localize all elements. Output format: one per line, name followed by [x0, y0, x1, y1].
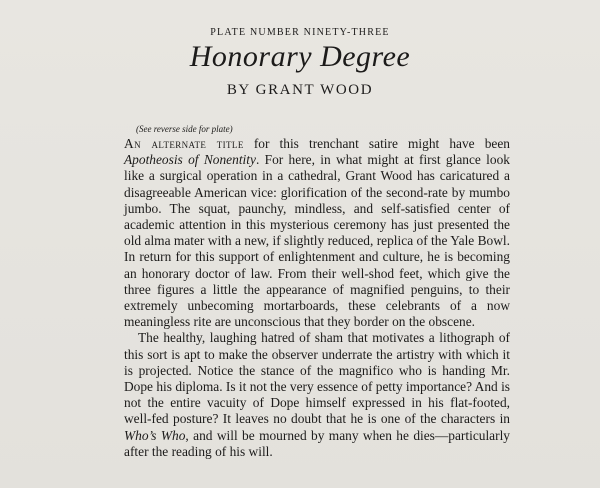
- alternate-title-italic: Apotheosis of Nonentity: [124, 152, 256, 168]
- paragraph-2: [124, 330, 510, 460]
- whos-who-italic: Who’s Who: [124, 427, 186, 443]
- lead-in-smallcaps: An alternate title: [124, 136, 244, 151]
- paragraph-1-text-b: . For here, in what might at first glance look like a surgical operation in a cathedral, Grant Wood has caricatured a disagreeable American vice: glorification of the second-rate by mumbo jumbo. The squat, paunchy, mindless, and self-satisfied center of academic attention in this mysterious ceremony has just presented the old alma mater with a new, if slightly reduced, replica of the Yale Bowl. In return for this support of enlightenment and culture, he is becoming an honorary doctor of law. From their well-shod feet, which give the three figures a little the appearance of magnified penguins, to their extremely unbecoming mortarboards, these celebrants of a now meaningless rite are unconscious that they border on the obscene.: [124, 152, 510, 330]
- page-title: Honorary Degree: [189, 40, 411, 73]
- plate-number: PLATE NUMBER NINETY-THREE: [210, 27, 390, 38]
- reverse-side-note: (See reverse side for plate): [136, 124, 233, 134]
- body-text: [124, 136, 510, 460]
- paragraph-1: [124, 136, 510, 330]
- paragraph-1-text-a: for this trenchant satire might have been: [243, 136, 511, 151]
- paragraph-2-text-a: The healthy, laughing hatred of sham that motivates a lithograph of this sort is apt to make the observer underrate the artistry with which it is projected. Notice the stance of the magnifico who is handing Mr. Dope his diploma. Is it not the very essence of petty importance? And is not the entire vacuity of Dope himself expressed in his flat-footed, well-fed posture? It leaves no doubt that he is one of the characters in: [124, 330, 511, 427]
- paragraph-2-text-b: , and will be mourned by many when he dies—particularly after the reading of his will.: [124, 427, 511, 459]
- byline: BY GRANT WOOD: [226, 82, 374, 98]
